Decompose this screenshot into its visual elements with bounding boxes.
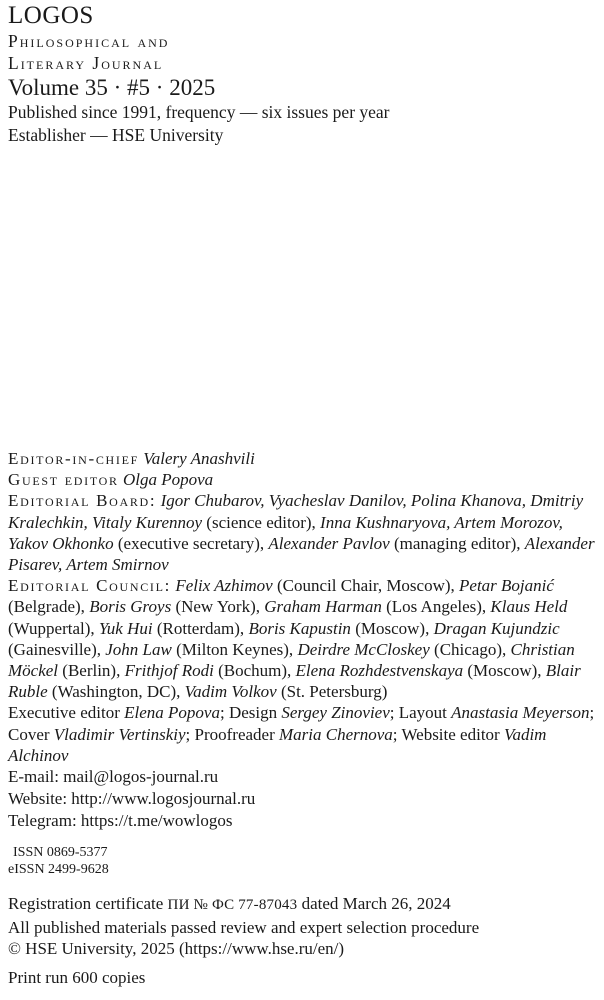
- text-segment: (Moscow),: [463, 661, 546, 681]
- text-segment: ; Website editor: [392, 724, 504, 744]
- text-segment: Frithjof Rodi: [124, 661, 214, 681]
- issn-block: [8, 845, 598, 878]
- text-segment: Vadim Alchinov: [8, 724, 547, 765]
- text-segment: Sergey Zinoviev: [281, 703, 390, 723]
- text-segment: Vadim Volkov: [184, 682, 277, 702]
- journal-header: [8, 2, 598, 146]
- volume-issue-year-line: Volume 35 · #5 · 2025: [8, 75, 216, 100]
- guest-editor-line: [8, 469, 598, 490]
- issn-electronic-line: eISSN 2499-9628: [8, 861, 109, 877]
- text-segment: ПИ № ФС 77-87043: [167, 897, 298, 914]
- masthead-section: [8, 448, 598, 988]
- text-segment: (Council Chair, Moscow),: [272, 576, 460, 596]
- published-since-line: Published since 1991, frequency — six issues per year: [8, 102, 390, 122]
- text-segment: ; Proofreader: [185, 724, 279, 744]
- review-note-line: All published materials passed review and expert selection procedure: [8, 917, 480, 937]
- text-segment: Felix Azhimov: [175, 576, 273, 596]
- text-segment: (New York),: [171, 597, 265, 617]
- text-segment: ; Layout: [389, 703, 452, 723]
- text-segment: Editorial Council:: [8, 576, 172, 596]
- text-segment: Christian Möckel: [8, 639, 575, 681]
- contacts-block: [8, 766, 598, 831]
- text-segment: Maria Chernova: [279, 724, 393, 744]
- text-segment: Boris Kapustin: [248, 618, 351, 638]
- text-segment: ; Cover: [8, 703, 595, 744]
- editorial-board-paragraph: [8, 490, 598, 575]
- copyright-line: © HSE University, 2025 (https://www.hse.ru/en/): [8, 938, 345, 958]
- text-segment: Blair Ruble: [8, 661, 581, 702]
- text-segment: Valery Anashvili: [143, 449, 255, 468]
- text-segment: Deirdre McCloskey: [297, 639, 430, 659]
- text-segment: Yuk Hui: [98, 618, 153, 638]
- text-segment: (Washington, DC),: [47, 682, 185, 702]
- text-segment: John Law: [105, 639, 172, 659]
- production-credits-paragraph: [8, 702, 598, 766]
- editor-in-chief-line: [8, 448, 598, 469]
- registration-certificate-line: [8, 893, 598, 916]
- text-segment: Editor-in-chief: [8, 449, 139, 468]
- text-segment: (Gainesville),: [8, 639, 106, 659]
- text-segment: (Bochum),: [213, 661, 296, 681]
- text-segment: (Berlin),: [58, 661, 125, 681]
- text-segment: Elena Popova: [124, 703, 220, 723]
- text-segment: (Belgrade),: [8, 597, 90, 617]
- establisher-line: Establisher — HSE University: [8, 124, 224, 145]
- text-segment: Alexander Pisarev, Artem Smirnov: [8, 533, 595, 575]
- text-segment: Alexander Pavlov: [268, 533, 390, 553]
- text-segment: (managing editor),: [389, 533, 525, 553]
- text-segment: Graham Harman: [264, 597, 382, 617]
- text-segment: Petar Bojanić: [459, 576, 554, 596]
- telegram-line: Telegram: https://t.me/wowlogos: [8, 810, 233, 830]
- text-segment: Vladimir Vertinskiy: [53, 724, 186, 744]
- journal-title: LOGOS: [8, 2, 94, 29]
- text-segment: Dragan Kujundzic: [433, 618, 560, 638]
- website-line: Website: http://www.logosjournal.ru: [8, 788, 256, 808]
- text-segment: (executive secretary),: [113, 533, 269, 553]
- text-segment: (Milton Keynes),: [171, 639, 298, 659]
- text-segment: Klaus Held: [490, 597, 568, 617]
- text-segment: Registration certificate: [8, 894, 168, 914]
- text-segment: Elena Rozhdestvenskaya: [295, 661, 464, 681]
- text-segment: (Wuppertal),: [8, 618, 99, 638]
- text-segment: Executive editor: [8, 703, 125, 723]
- text-segment: (Chicago),: [429, 639, 511, 659]
- text-segment: Boris Groys: [89, 597, 172, 617]
- copyright-block: [8, 917, 598, 959]
- journal-subtitle-line2: Literary Journal: [8, 53, 164, 73]
- text-segment: dated March 26, 2024: [297, 894, 451, 914]
- text-segment: (Moscow),: [350, 618, 434, 638]
- text-segment: (Los Angeles),: [381, 597, 491, 617]
- text-segment: (science editor),: [202, 512, 321, 532]
- text-segment: Olga Popova: [122, 470, 214, 490]
- text-segment: (St. Petersburg): [276, 682, 388, 702]
- journal-subtitle-line1: Philosophical and: [8, 31, 170, 51]
- text-segment: Igor Chubarov, Vyacheslav Danilov, Polina Khanova, Dmitriy Kralechkin, Vitaly Kurennoy: [8, 491, 584, 532]
- email-line: E-mail: mail@logos-journal.ru: [8, 767, 219, 787]
- text-segment: Editorial Board:: [8, 491, 157, 511]
- text-segment: Inna Kushnaryova, Artem Morozov, Yakov Okhonko: [8, 512, 563, 553]
- print-run-line: Print run 600 copies: [8, 968, 146, 988]
- text-segment: Guest editor: [8, 470, 119, 490]
- text-segment: (Rotterdam),: [152, 618, 249, 638]
- editorial-council-paragraph: [8, 575, 598, 702]
- issn-print-line: ISSN 0869-5377: [13, 845, 108, 861]
- text-segment: Anastasia Meyerson: [451, 703, 590, 723]
- text-segment: ; Design: [219, 703, 282, 723]
